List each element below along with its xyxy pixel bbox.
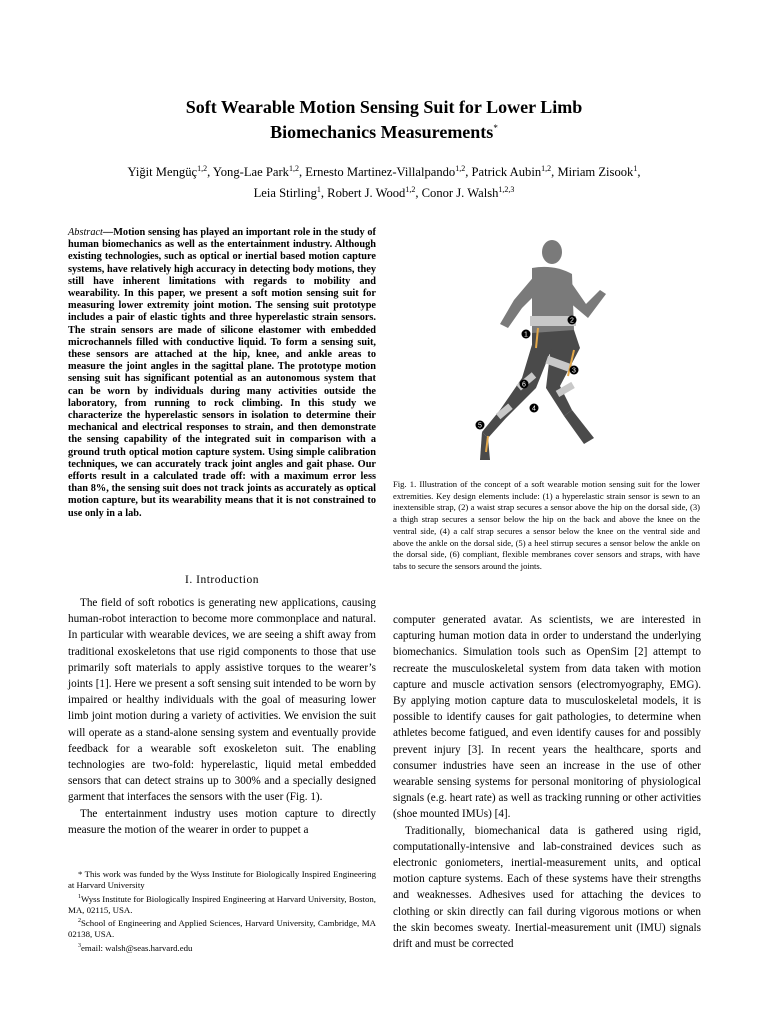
intro-column-left [68,595,376,838]
marker-3-icon [570,366,579,375]
marker-5-icon [476,421,485,430]
runner-head [542,240,562,264]
abstract-dash: — [102,227,114,238]
paper-title [60,97,708,143]
title-line-2: Biomechanics Measurements [270,122,494,142]
abstract-text: Motion sensing has played an important role in the study of human biomechanics as well as the entertainment industry. Although existing technologies, such as optical or inertial based motion capture systems, have relatively high accuracy in detecting body motions, they still have inherent limitations with regards to mobility and wearability. In this paper, we present a soft motion sensing suit for measuring lower extremity joint motion. The sensing suit prototype includes a pair of elastic tights and three hyperelastic strain sensors. The strain sensors are made of silicone elastomer with embedded microchannels filled with conductive liquid. To form a sensing suit, these sensors are attached at the hip, knee, and ankle areas to measure the joint angles in the sagittal plane. The prototype motion sensing suit has significant potential as an autonomous system that can be worn by individuals during many activities outside the laboratory, from running to rock climbing. In this study we characterize the hyperelastic sensors in isolation to determine their mechanical and electrical responses to strain, and then demonstrate the sensing capability of the integrated suit in comparison with a ground truth optical motion capture system. Using simple calibration techniques, we can accurately track joint angles and gait phase. Our efforts result in a calculated trade off: with a maximum error less than 8%, the sensing suit does not track joints as accurately as optical motion capture, but its wearability means that it is not constrained to use only in a lab. [68,227,376,519]
marker-1-icon [522,330,531,339]
runner-legs [480,330,594,460]
footnote-3: $^3$email: walsh@seas.harvard.edu [78,942,193,953]
front-foot [564,410,594,444]
marker-4-icon [530,404,539,413]
intro-paragraph-1: The field of soft robotics is generating new applications, causing human-robot interaction to become more commonplace and natural. In particular with wearable devices, we are seeing a shift away from traditional exoskeletons that use rigid components to those that use primarily soft materials to apply assistive torques to the wearer’s joints [1]. Here we present a soft sensing suit intended to be worn by impaired or healthy individuals with the goal of measuring lower limb joint motion during a variety of activities. We envision the suit will operate as a stand-alone sensing system and eventually provide feedback for a wearable soft exoskeleton suit. The enabling technologies are two-fold: hyperelastic, liquid metal embedded sensors that can detect strains up to 300% and a specially designed garment that interfaces the sensors with the user (Fig. 1). [68,597,376,804]
section-heading-introduction: I. Introduction [185,574,259,586]
footnote-funding: * This work was funded by the Wyss Institute for Biologically Inspired Engineering at Harvard University [68,869,376,891]
back-leg [482,338,552,438]
abstract-label: Abstract [68,227,103,238]
svg-text:5: 5 [478,422,482,430]
abstract [68,227,376,520]
title-line-1: Soft Wearable Motion Sensing Suit for Lower Limb [185,97,583,117]
svg-text:6: 6 [522,381,526,389]
footnote-1: $^1$Wyss Institute for Biologically Inspired Engineering at Harvard University, Boston, MA, 02115, USA. [68,893,376,915]
figure-1-runner-illustration [462,238,612,468]
figure-1-caption: Fig. 1. Illustration of the concept of a soft wearable motion sensing suit for the lower extremities. Key design elements include: (1) a hyperelastic strain sensor is sewn to an inextensible strap, (2) a waist strap secures a sensor above the hip on the dorsal side, (3) a thigh strap secures a sensor below the hip on the back and above the knee on the ventral side, (4) a calf strap secures a sensor below the knee on the ventral side and above the ankle on the dorsal side, (5) a heel stirrup secures a sensor below the ankle on the dorsal side, (6) compliant, flexible membranes cover sensors and straps, with have tabs to secure the sensors around the joints. [393,479,700,571]
svg-text:4: 4 [532,405,536,413]
intro-column-right [393,612,701,952]
footnote-2: $^2$School of Engineering and Applied Sciences, Harvard University, Cambridge, MA 02138, USA. [68,918,376,940]
intro-paragraph-2-continued: computer generated avatar. As scientists, we are interested in capturing human motion data in order to understand the underlying biomechanics. Simulation tools such as OpenSim [2] attempt to recreate the musculoskeletal system from data taken with motion capture and muscle activation sensors (electromyography, EMG). By applying motion capture data to musculoskeletal models, it is possible to identify causes for gait pathologies, to determine when athletes become fatigued, and even identify causes for and possibly prevent injury [3]. In recent years the healthcare, sports and consumer industries have seen an increase in the use of other wearable sensing systems for personal monitoring of physiological signals (e.g. heart rate) as well as tracking running or other activities (shoe mounted IMUs) [4]. [393,614,701,821]
title-footnote-mark: * [493,123,498,133]
author-list: Yiğit Mengüç$^{1,2}$, Yong-Lae Park$^{1,2}$, Ernesto Martinez-Villalpando$^{1,2}$, Patrick Aubin$^{1,2}$, Miriam Zisook$^1$, Leia Stirling$^1$, Robert J. Wood$^{1,2}$, Conor J. Walsh$^{1,2,3}$ [127,164,641,201]
svg-text:3: 3 [572,367,576,375]
intro-paragraph-3: Traditionally, biomechanical data is gathered using rigid, computationally-intensive and lab-constrained devices such as electronic goniometers, inertial-measurement units, and optical motion capture systems. Each of these systems have their strengths and weaknesses. Adhesives used for attaching the devices to clothing or skin directly can fail during vigorous motions or when the skin becomes sweaty. Inertial-measurement unit (IMU) signals drift and must be corrected [393,824,701,951]
marker-2-icon [568,316,577,325]
marker-6-icon [520,380,529,389]
svg-text:2: 2 [570,317,574,325]
svg-text:1: 1 [524,331,528,339]
intro-paragraph-2-start: The entertainment industry uses motion capture to directly measure the motion of the wearer in order to puppet a [68,807,376,836]
footnotes [68,869,376,954]
